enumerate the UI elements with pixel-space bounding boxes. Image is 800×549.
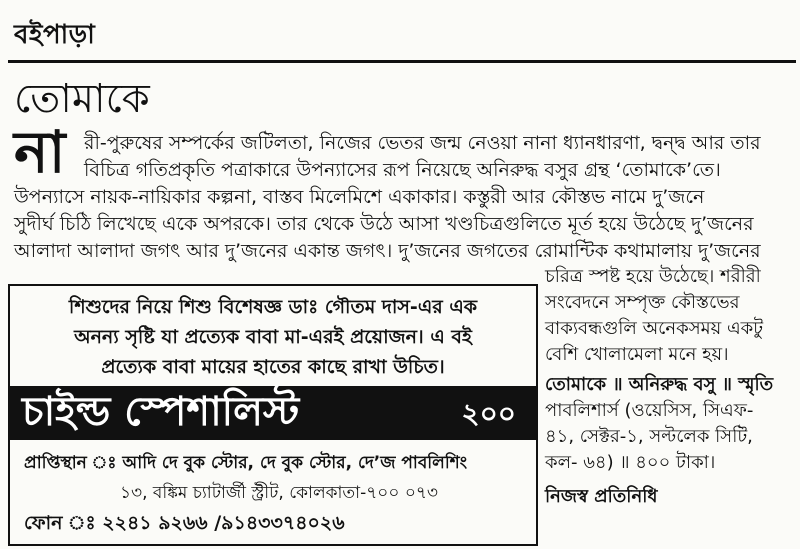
section-rule xyxy=(8,60,796,63)
book-info-line: ৪১, সেক্টর-১, সল্টলেক সিটি, xyxy=(545,426,753,447)
side-line: বাক্যবন্ধগুলি অনেকসময় একটু xyxy=(545,318,764,339)
side-line: বেশি খোলামেলা মনে হয়। xyxy=(545,344,729,365)
book-info-line: তোমাকে ॥ অনিরুদ্ধ বসু ॥ স্মৃতি xyxy=(545,374,774,395)
ad-address: ১৩, বঙ্কিম চ্যাটার্জী স্ট্রীট, কোলকাতা-৭০০ ০৭৩ xyxy=(120,483,438,503)
side-line: সংবেদনে সম্পৃক্ত কৌস্তভের xyxy=(545,292,740,313)
ad-availability: প্রাপ্তিস্থান ঃ আদি দে বুক স্টোর, দে বুক স্টোর, দে’জ পাবলিশিং xyxy=(24,453,468,473)
book-info-line: কল- ৬৪) ॥ ৪০০ টাকা। xyxy=(545,452,716,473)
ad-title-band xyxy=(10,386,536,440)
body-line: বিচিত্র গতিপ্রকৃতি পত্রাকারে উপন্যাসের রূপ নিয়েছে অনিরুদ্ধ বসুর গ্রন্থ ‘তোমাকে’তে। xyxy=(84,159,721,181)
ad-text-line: শিশুদের নিয়ে শিশু বিশেষজ্ঞ ডাঃ গৌতম দাস-এর এক xyxy=(68,296,478,318)
ad-phone: ফোন ঃ ২২৪১ ৯২৬৬ /৯১৪৩৩৭৪০২৬ xyxy=(24,512,345,534)
body-line: সুদীর্ঘ চিঠি লিখেছে একে অপরকে। তার থেকে উঠে আসা খণ্ডচিত্রগুলিতে মূর্ত হয়ে উঠেছে দু’জনের xyxy=(14,213,754,235)
book-info-line: পাবলিশার্স (ওয়েসিস, সিএফ- xyxy=(545,400,754,421)
article-headline: তোমাকে xyxy=(14,76,150,122)
ad-text-line: অনন্য সৃষ্টি যা প্রত্যেক বাবা মা-এরই প্রয়োজন। এ বই xyxy=(74,326,472,348)
ad-price: ২০০ xyxy=(461,397,516,430)
side-line: চরিত্র স্পষ্ট হয়ে উঠেছে। শরীরী xyxy=(545,266,761,287)
ad-book-title: চাইল্ড স্পেশালিস্ট xyxy=(22,389,300,435)
body-line: রী-পুরুষের সম্পর্কের জটিলতা, নিজের ভেতর জন্ম নেওয়া নানা ধ্যানধারণা, দ্বন্দ্ব আর তার xyxy=(84,132,761,154)
drop-cap: না xyxy=(14,118,66,186)
body-line: আলাদা আলাদা জগৎ আর দু’জনের একান্ত জগৎ। দু’জনের জগতের রোমান্টিক কথামালায় দু’জনের xyxy=(14,240,761,262)
byline: নিজস্ব প্রতিনিধি xyxy=(545,486,658,507)
book-advertisement xyxy=(8,284,538,546)
body-line: উপন্যাসে নায়ক-নায়িকার কল্পনা, বাস্তব মিলেমিশে একাকার। কস্তুরী আর কৌস্তভ নামে দু’জনে xyxy=(14,186,705,208)
section-title: বইপাড়া xyxy=(14,20,96,50)
ad-text-line: প্রত্যেক বাবা মায়ের হাতের কাছে রাখা উচিত। xyxy=(101,356,445,378)
